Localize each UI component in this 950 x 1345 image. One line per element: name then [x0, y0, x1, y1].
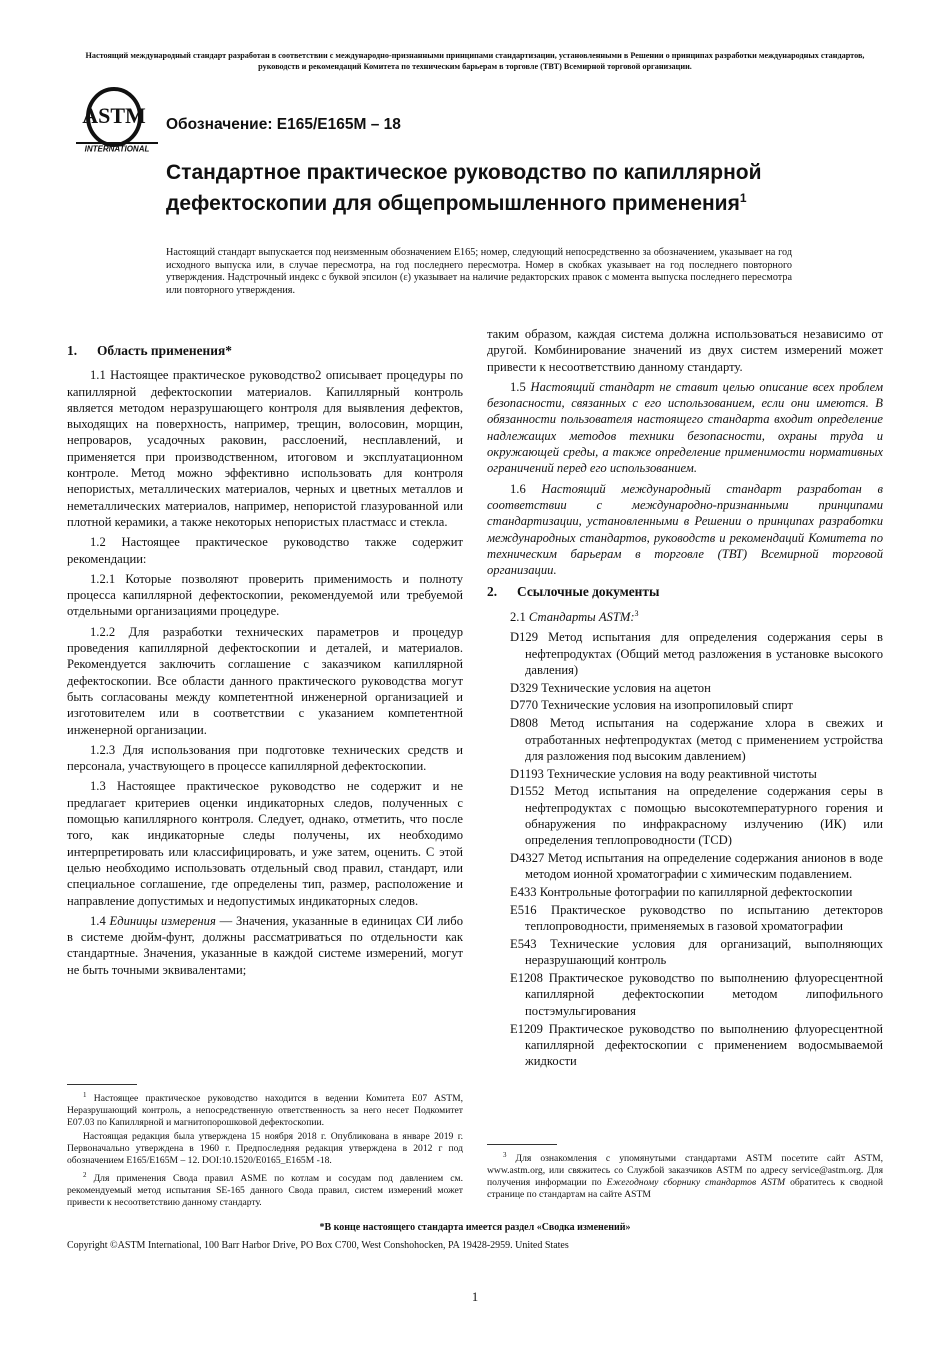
- para-1-2-3: 1.2.3 Для использования при подготовке технических средств и персонала, участвующего в процессе капиллярной дефектоскопии.: [67, 742, 463, 774]
- footnote-1-edition: Настоящая редакция была утверждена 15 ноября 2018 г. Опубликована в январе 2019 г. Первоначально утверждена в 1960 г. Предпоследняя редакция утверждена в 2012 г под обозначением E165/E165M – 12. DOI:10.1520/E0165_E165M -18.: [67, 1131, 463, 1167]
- para-1-4-continued: таким образом, каждая система должна использоваться независимо от другой. Комбинирование значений из двух систем измерений может привести к несоответствию данному стандарту.: [487, 327, 883, 374]
- para-2-1: 2.1 Стандарты ASTM:$^3$: [510, 608, 639, 624]
- issue-note: Настоящий стандарт выпускается под неизменным обозначением E165; номер, следующий непосредственно за обозначением, указывает на год исходного выпуска или, в случае пересмотра, на год последнего пересмотра. Номер в скобках указывает на год последнего повторного утверждения. Надстрочный индекс с буквой эпсилон (ε) указывает на наличие редакторских правок с момента выпуска последнего пересмотра или повторного утверждения.: [166, 247, 792, 296]
- footnote-rule: [67, 1084, 137, 1085]
- reference-item: D1193 Технические условия на воду реактивной чистоты: [510, 766, 817, 781]
- reference-item: D329 Технические условия на ацетон: [510, 680, 711, 695]
- left-column: [67, 343, 463, 982]
- title-text: Стандартное практическое руководство по капиллярной дефектоскопии для общепромышленного применения: [166, 161, 762, 215]
- astm-logo: [76, 87, 158, 153]
- reference-item: D770 Технические условия на изопропиловый спирт: [510, 698, 793, 713]
- top-notice: Настоящий международный стандарт разработан в соответствии с международно-признанными принципами стандартизации, установленными в Решении о принципах разработки международных стандартов, руководств и рекомендаций Комитета по техническим барьерам в торговле (ТВТ) Всемирной торговой организации.: [85, 51, 865, 71]
- para-1-6: 1.6 Настоящий международный стандарт разработан в соответствии с международно-признанными принципами стандартизации, установленными в Решении о принципах разработки международных стандартов, руководств и рекомендаций Комитета по техническим барьерам в торговле (ТВТ) Всемирной торговой организации.: [487, 481, 883, 578]
- para-1-4: 1.4 Единицы измерения — Значения, указанные в единицах СИ либо в системе дюйм-фунт, должны рассматриваться по отдельности как стандартные. Значения, указанные в каждой системе измерений, могут не быть точными эквивалентами;: [67, 913, 463, 977]
- reference-item: D129 Метод испытания для определения содержания серы в нефтепродуктах (Общий метод разложения в установке высокого давления): [510, 630, 883, 677]
- page-title: [166, 161, 826, 216]
- logo-sub: INTERNATIONAL: [84, 144, 150, 153]
- footnote-2: $^2$ Для применения Свода правил ASME по котлам и сосудам под давлением см. рекомендуемый метод испытания SE-165 данного Свода правил, систем измерений может привести к несоответствию данному стандарту.: [67, 1171, 463, 1209]
- reference-item: D1552 Метод испытания на определение содержания серы в нефтепродуктах с помощью высокотемпературного горения и обнаружения по инфракрасному излучению (ИК) или определения теплопроводности (TCD): [510, 784, 883, 848]
- logo-label: ASTM: [82, 103, 146, 128]
- page-number: 1: [471, 1290, 479, 1304]
- right-column: [487, 326, 883, 1071]
- summary-of-changes-note: *В конце настоящего стандарта имеется раздел «Сводка изменений»: [319, 1222, 631, 1233]
- para-1-2-1: 1.2.1 Которые позволяют проверить применимость и полноту процесса капиллярной дефектоскопии, рекомендуемой или требуемой отдельными организациями процедуре.: [67, 571, 463, 619]
- reference-list: [510, 629, 883, 1069]
- reference-item: E543 Технические условия для организаций, выполняющих неразрушающий контроль: [510, 937, 883, 968]
- footnote-3: $^3$ Для ознакомления с упомянутыми стандартами ASTM посетите сайт ASTM, www.astm.org, или свяжитесь со Службой заказчиков ASTM по адресу service@astm.org. Для получения информации по Ежегодному сборнику стандартов ASTM обратитесь к сводной странице по стандартам на сайте ASTM: [487, 1151, 883, 1201]
- reference-item: E516 Практическое руководство по испытанию детекторов теплопроводности, применяемых в газовой хроматографии: [510, 902, 883, 934]
- para-1-5: 1.5 Настоящий стандарт не ставит целью описание всех проблем безопасности, связанных с его использованием, если они имеются. В обязанности пользователя настоящего стандарта входит определение надлежащих методов техники безопасности, охраны труда и окружающей среды, а также определение применимости нормативных ограничений перед его использованием.: [487, 379, 883, 476]
- title-footnote-mark: 1: [739, 190, 747, 205]
- copyright: Copyright ©ASTM International, 100 Barr Harbor Drive, PO Box C700, West Conshohocken, PA 19428-2959. United States: [67, 1240, 569, 1251]
- footnote-1: $^1$ Настоящее практическое руководство находится в ведении Комитета E07 ASTM, Неразрушающий контроль, а непосредственную ответственность за него несет Подкомитет E07.03 по Капиллярной и магнитопорошковой дефектоскопии.: [67, 1091, 463, 1129]
- reference-item: E433 Контрольные фотографии по капиллярной дефектоскопии: [510, 885, 853, 900]
- reference-item: E1209 Практическое руководство по выполнению флуоресцентной капиллярной дефектоскопии с применением водосмываемой жидкости: [510, 1021, 883, 1069]
- footnotes-left: [67, 1084, 463, 1211]
- para-1-1: 1.1 Настоящее практическое руководство2 описывает процедуры по капиллярной дефектоскопии материалов. Капиллярный контроль является методом неразрушающего контроля для выявления дефектов, выходящих на поверхность, например, трещин, волосовин, морщин, непроваров, усадочных раковин, расслоений, несплавлений, и применяется при производственном, итоговом и эксплуатационном контроле. Метод можно эффективно использовать для контроля непористых, металлических материалов, черных и цветных металлов и неметаллических материалов, например, непористой глазурованной или плотной керамики, а также некоторых непористых пластмасс и стекла.: [67, 368, 463, 529]
- para-1-2: 1.2 Настоящее практическое руководство также содержит рекомендации:: [67, 535, 463, 566]
- reference-item: E1208 Практическое руководство по выполнению флуоресцентной капиллярной дефектоскопии методом липофильного постэмульгирования: [510, 971, 883, 1018]
- footnotes-right: [487, 1144, 883, 1203]
- footnote-rule: [487, 1144, 557, 1145]
- section-2-heading: 2. Ссылочные документы: [487, 584, 660, 600]
- section-1-heading: 1. Область применения*: [67, 343, 232, 358]
- para-1-3: 1.3 Настоящее практическое руководство не содержит и не предлагает критериев оценки индикаторных следов, полученных с помощью капиллярного контроля. Следует, однако, отметить, что после того, как индикаторные следы получены, их необходимо интерпретировать или классифицировать, и уже затем, оценить. С этой целью необходимо использовать отдельный свод правил, стандарт, или специальное соглашение, где определены тип, размер, расположение и направление допустимых и недопустимых индикаторных следов.: [67, 779, 463, 908]
- reference-item: D808 Метод испытания на содержание хлора в свежих и отработанных нефтепродуктах (метод с применением устройства для разложения под высоким давлением): [510, 716, 883, 763]
- designation: Обозначение: E165/E165M – 18: [166, 116, 401, 133]
- reference-item: D4327 Метод испытания на определение содержания анионов в воде методом ионной хроматографии с химическим подавлением.: [510, 851, 883, 882]
- para-1-2-2: 1.2.2 Для разработки технических параметров и процедур проведения капиллярной дефектоскопии и деталей, и материалов. Рекомендуется заключить соглашение с заказчиком капиллярной дефектоскопии. Все области данного практического руководства могут быть согласованы между компетентной инженерной организацией и изготовителем или в соответствии с указанием компетентной инженерной организации.: [67, 624, 463, 737]
